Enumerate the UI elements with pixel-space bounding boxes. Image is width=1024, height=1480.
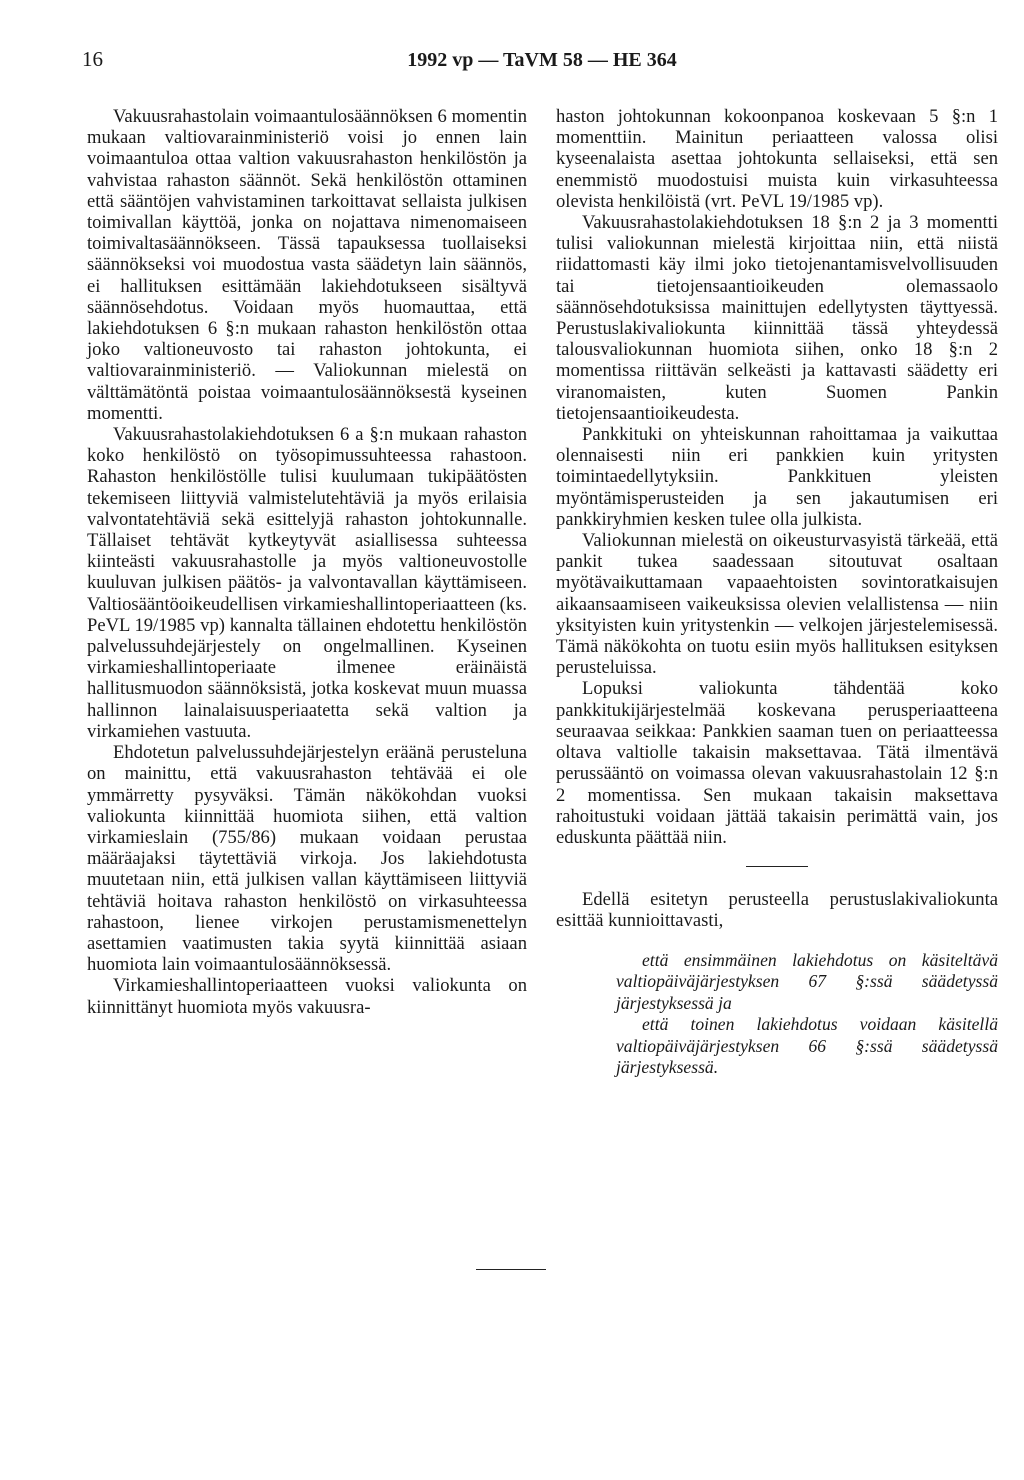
proposal-item: että toinen lakiehdotus voidaan käsitellä valtiopäiväjärjestyksen 66 §:ssä säädetyssä järjestyksessä. — [616, 1014, 998, 1078]
paragraph: Pankkituki on yhteiskunnan rahoittamaa ja vaikuttaa olennaisesti niin eri pankkien kuin yritysten toimintaedellytyksiin. Pankkituen yleisten myöntämisperusteiden ja sen jakautumisen eri pankkiryhmien kesken tulee olla julkista. — [556, 424, 998, 530]
left-column — [87, 106, 527, 1018]
right-column — [556, 106, 998, 1079]
paragraph: Ehdotetun palvelussuhdejärjestelyn eräänä perusteluna on mainittu, että vakuusrahaston tehtävää ei ole ymmärretty pysyväksi. Tämän näkökohdan vuoksi valiokunta kiinnittää huomiota siihen, että valtion virkamieslain (755/86) mukaan voidaan perustaa määräajaksi täytettäviä virkoja. Jos lakiehdotusta muutetaan niin, että julkisen vallan käyttämiseen liittyviä tehtäviä hoitava rahaston henkilöstö on virkasuhteessa rahastoon, lienee virkojen perustamismenettelyn asettamien vaatimusten takia syytä kiinnittää asiaan huomiota lain voimaantulosäännöksessä. — [87, 742, 527, 976]
paragraph: Lopuksi valiokunta tähdentää koko pankkitukijärjestelmää koskevana perusperiaatteena seuraavaa seikkaa: Pankkien saaman tuen on periaatteessa oltava valtiolle takaisin maksettavaa. Tätä ilmentävä perussääntö on voimassa olevan vakuusrahastolain 12 §:n 2 momentissa. Sen mukaan takaisin maksettava rahoitustuki voidaan jättää takaisin perimättä vain, jos eduskunta päättää niin. — [556, 678, 998, 848]
paragraph: Vakuusrahastolakiehdotuksen 6 a §:n mukaan rahaston koko henkilöstö on työsopimussuhteessa rahastoon. Rahaston henkilöstölle tulisi kuulumaan tukipäätösten tekemiseen liittyviä valmistelutehtäviä ja myös erilaisia valvontatehtäviä sekä esittelyjä rahaston johtokunnalle. Tällaiset tehtävät kytkeytyvät asiallisessa suhteessa kiinteästi vakuusrahastolle ja myös valtioneuvostolle kuuluvan julkisen päätös- ja valvontavallan käyttämiseen. Valtiosääntöoikeudellisen virkamieshallintoperiaatteen (ks. PeVL 19/1985 vp) kannalta tällainen ehdotettu henkilöstön palvelussuhdejärjestely on ongelmallinen. Kyseinen virkamieshallintoperiaate ilmenee eräinäistä hallitusmuodon säännöksistä, jotka koskevat muun muassa hallinnon lainalaisuusperiaatetta sekä valtion ja virkamiehen vastuuta. — [87, 424, 527, 742]
end-rule — [476, 1269, 546, 1270]
page-number: 16 — [82, 47, 103, 71]
paragraph: Vakuusrahastolakiehdotuksen 18 §:n 2 ja 3 momentti tulisi valiokunnan mielestä kirjoittaa niin, että niistä riidattomasti käy ilmi joko tietojenantamisvelvollisuuden tai tietojensaantioikeuden olemassaolo säännösehdotuksissa mainittujen edellytysten täyttyessä. Perustuslakivaliokunta kiinnittää tässä yhteydessä talousvaliokunnan huomiota siihen, onko 18 §:n 2 momentissa riittävän selkeästi ja kattavasti säädetty eri viranomaisten, kuten Suomen Pankin tietojensaantioikeudesta. — [556, 212, 998, 424]
running-header: 1992 vp — TaVM 58 — HE 364 — [407, 49, 677, 71]
paragraph: haston johtokunnan kokoonpanoa koskevaan 5 §:n 1 momenttiin. Mainitun periaatteen valossa olisi kyseenalaista asettaa johtokunta sellaiseksi, että sen enemmistö muodostuisi muista kuin virkasuhteessa olevista henkilöistä (vrt. PeVL 19/1985 vp). — [556, 106, 998, 212]
proposals — [616, 950, 998, 1079]
paragraph: Valiokunnan mielestä on oikeusturvasyistä tärkeää, että pankit tukea saadessaan sitoutuvat osaltaan myötävaikuttamaan vapaaehtoisten sovintoratkaisujen aikaansaamiseen vaikeuksissa olevien velallistensa — niin yksityisten kuin yritystenkin — velkojen järjestelemisessä. Tämä näkökohta on tuotu esiin myös hallituksen esityksen perusteluissa. — [556, 530, 998, 679]
paragraph: Virkamieshallintoperiaatteen vuoksi valiokunta on kiinnittänyt huomiota myös vakuusra- — [87, 975, 527, 1018]
closing-statement: Edellä esitetyn perusteella perustuslakivaliokunta esittää kunnioittavasti, — [556, 889, 998, 932]
proposal-item: että ensimmäinen lakiehdotus on käsiteltävä valtiopäiväjärjestyksen 67 §:ssä säädetyssä järjestyksessä ja — [616, 949, 998, 1013]
paragraph: Vakuusrahastolain voimaantulosäännöksen 6 momentin mukaan valtiovarainministeriö voisi jo ennen lain voimaantuloa ottaa valtion vakuusrahaston henkilöstön ja vahvistaa rahaston säännöt. Sekä henkilöstön ottaminen että sääntöjen vahvistaminen tarkoittavat sellaista julkisen toimivallan käyttöä, jonka on nojattava nimenomaiseen toimivaltasäännökseen. Tässä tapauksessa tuollaiseksi säännökseksi voi muodostua vasta säädetyn lain säännös, ei hallituksen esittämään lakiehdotukseen sisältyvä säännösehdotus. Voidaan myös huomauttaa, että lakiehdotuksen 6 §:n mukaan rahaston henkilöstön ottaa joko valtioneuvosto tai rahaston johtokunta, ei valtiovarainministeriö. — Valiokunnan mielestä on välttämätöntä poistaa voimaantulosäännöksestä kyseinen momentti. — [87, 106, 527, 424]
section-divider — [746, 866, 808, 867]
